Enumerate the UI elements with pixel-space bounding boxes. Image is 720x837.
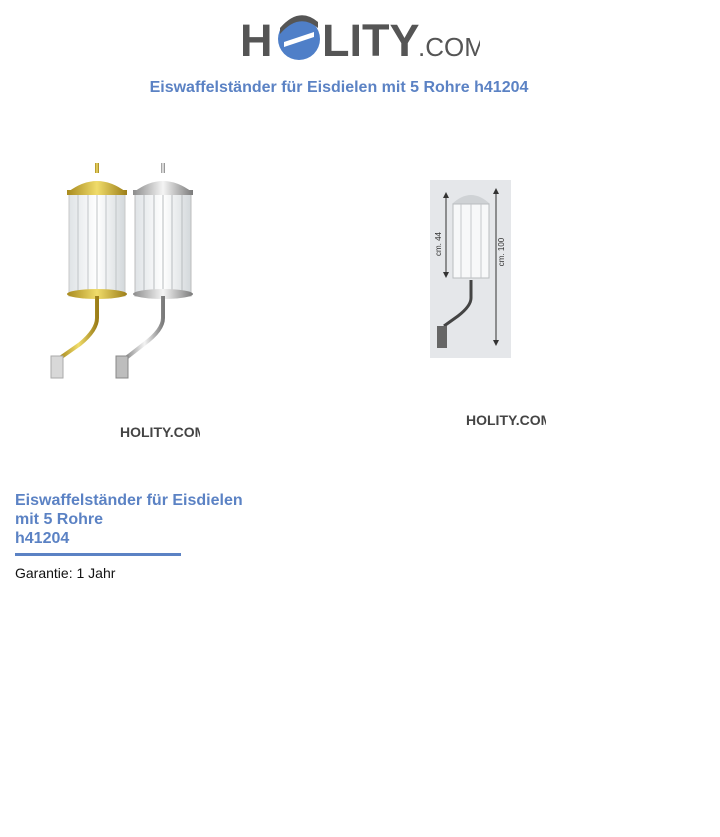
photo-watermark-logo [120,422,200,440]
logo-lity: LITY [322,15,420,66]
gold-stand [51,163,127,378]
title-divider [15,553,181,556]
drawing-watermark-logo [466,410,546,428]
product-photo[interactable] [40,160,210,385]
product-title [15,491,255,548]
header-logo[interactable] [240,12,480,66]
page-title: Eiswaffelständer für Eisdielen mit 5 Rohre h41204 [149,79,529,96]
logo-o-icon [278,15,320,60]
silver-stand [116,163,193,378]
dimension-label-large: cm. 100 [497,237,506,267]
product-dimension-drawing[interactable] [430,180,511,358]
warranty-text: Garantie: 1 Jahr [15,565,116,581]
watermark-text: HOLITY.COM [120,424,200,440]
watermark-text: HOLITY.COM [466,412,546,428]
logo-h: H [240,15,273,66]
product-title-line: mit 5 Rohre [15,511,104,528]
dimension-label-small: cm. 44 [434,231,443,257]
logo-domain: .COM [418,32,480,62]
product-title-line: Eiswaffelständer für Eisdielen [15,492,243,509]
product-title-line: h41204 [15,530,70,547]
